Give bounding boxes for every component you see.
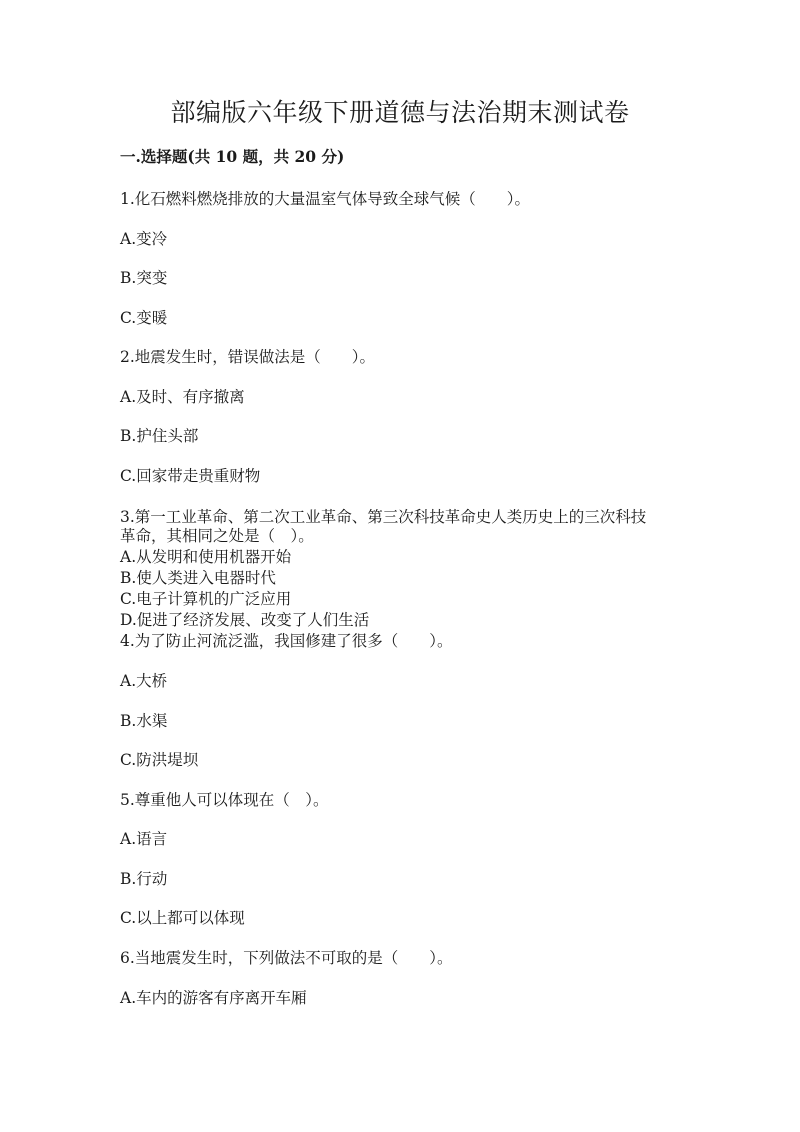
question-5-option-c: C.以上都可以体现 xyxy=(120,909,245,927)
question-2-stem: 2.地震发生时，错误做法是（ ）。 xyxy=(120,348,376,366)
question-3-stem-line-1: 3.第一工业革命、第二次工业革命、第三次科技革命史人类历史上的三次科技 xyxy=(120,508,647,526)
question-4-option-a: A.大桥 xyxy=(120,672,168,690)
question-3-stem-line-2: 革命，其相同之处是（ ）。 xyxy=(120,527,314,545)
question-1-stem: 1.化石燃料燃烧排放的大量温室气体导致全球气候（ ）。 xyxy=(120,190,531,208)
question-3-option-c: C.电子计算机的广泛应用 xyxy=(120,590,292,608)
question-2-option-a: A.及时、有序撤离 xyxy=(120,388,245,406)
question-2-option-c: C.回家带走贵重财物 xyxy=(120,467,261,485)
question-3-option-b: B.使人类进入电器时代 xyxy=(120,569,276,587)
question-1-option-a: A.变冷 xyxy=(120,230,168,248)
question-3-option-d: D.促进了经济发展、改变了人们生活 xyxy=(120,611,370,629)
question-5-option-b: B.行动 xyxy=(120,870,168,888)
question-1-option-b: B.突变 xyxy=(120,269,168,287)
document-title: 部编版六年级下册道德与法治期末测试卷 xyxy=(170,98,630,127)
question-6-option-a: A.车内的游客有序离开车厢 xyxy=(120,989,307,1007)
question-5-option-a: A.语言 xyxy=(120,830,168,848)
question-6-stem: 6.当地震发生时，下列做法不可取的是（ ）。 xyxy=(120,949,453,967)
question-4-option-c: C.防洪堤坝 xyxy=(120,751,199,769)
question-5-stem: 5.尊重他人可以体现在（ ）。 xyxy=(120,791,329,809)
question-1-option-c: C.变暖 xyxy=(120,309,168,327)
question-4-option-b: B.水渠 xyxy=(120,712,168,730)
question-2-option-b: B.护住头部 xyxy=(120,427,199,445)
question-3-option-a: A.从发明和使用机器开始 xyxy=(120,548,292,566)
section-heading: 一.选择题(共 10 题，共 20 分) xyxy=(120,147,345,166)
question-4-stem: 4.为了防止河流泛滥，我国修建了很多（ ）。 xyxy=(120,632,453,650)
